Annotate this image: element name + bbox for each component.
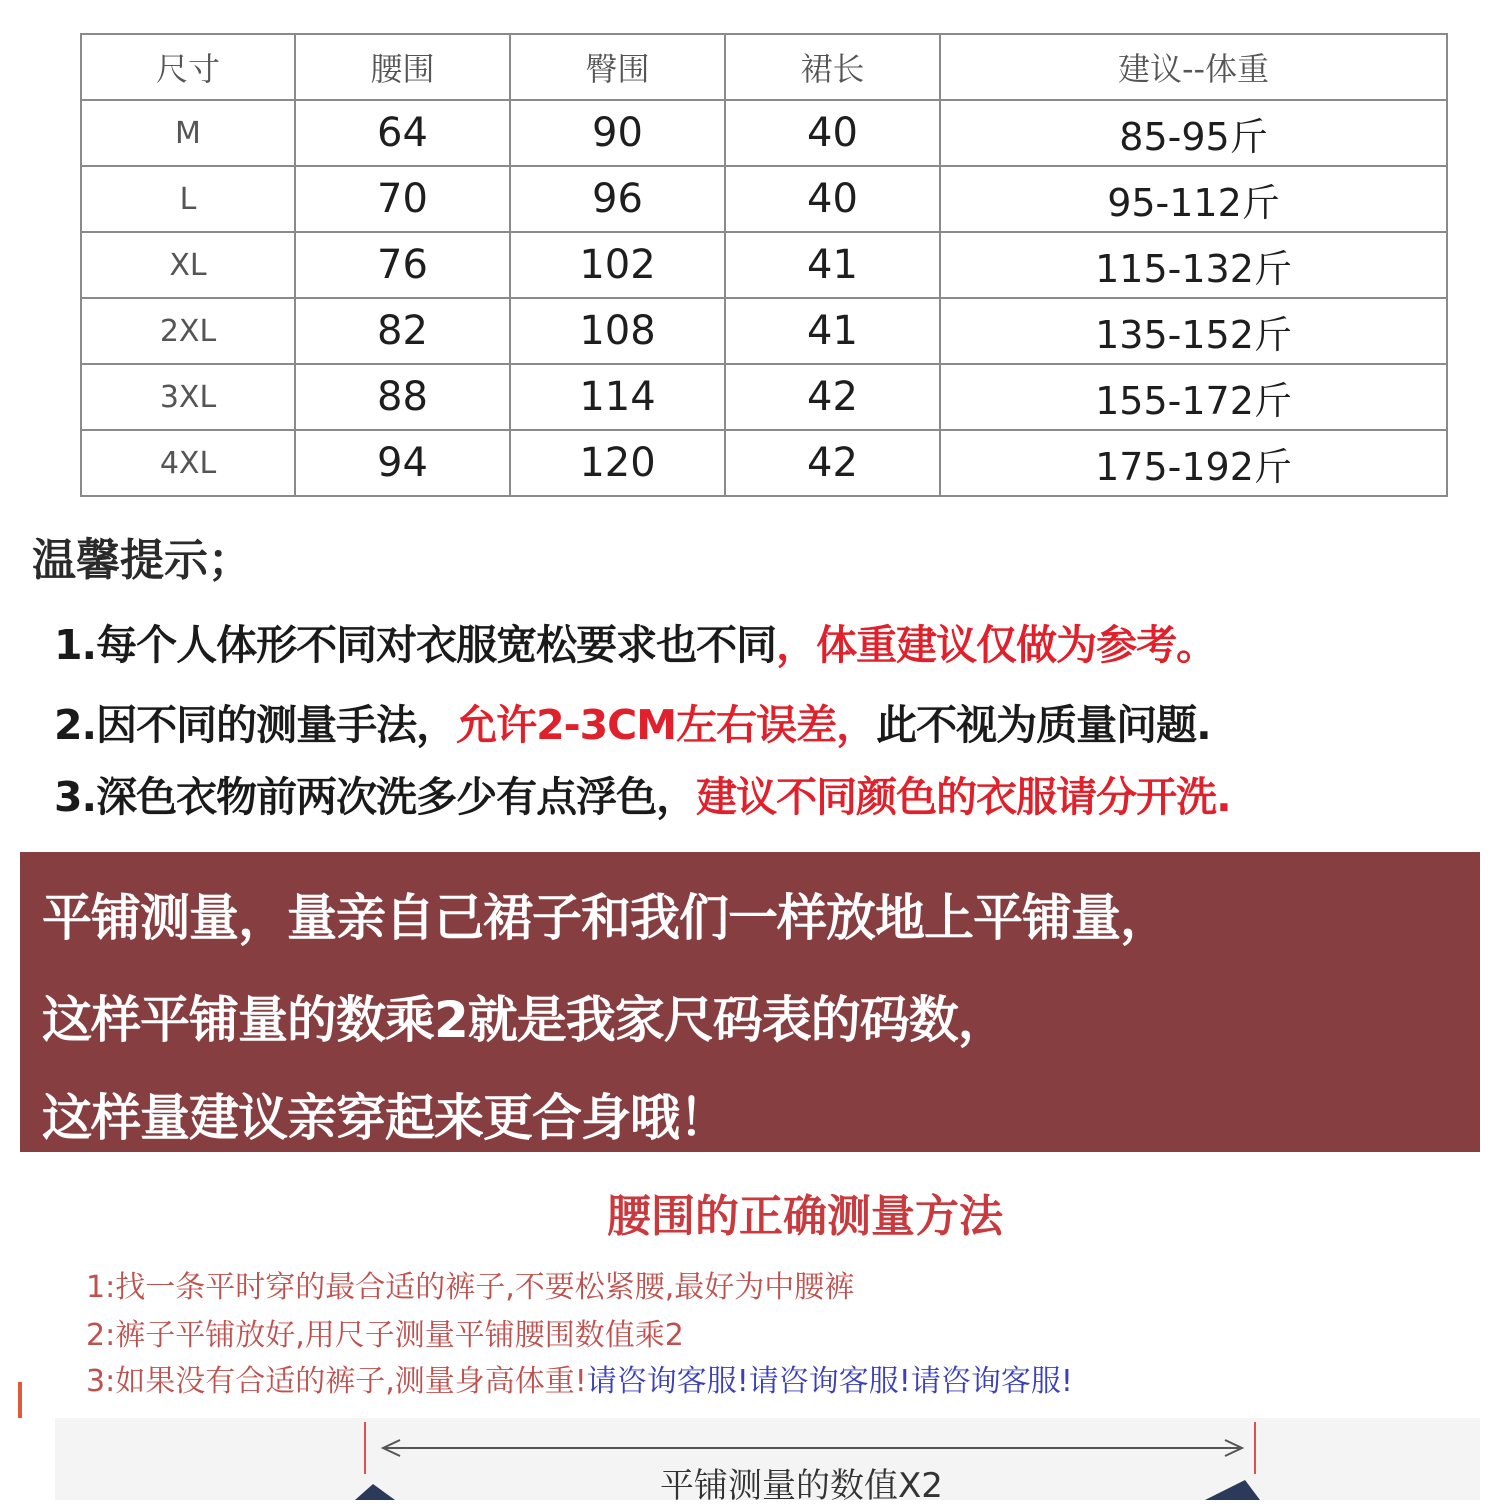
tip-line-1 <box>54 612 1216 671</box>
table-row <box>81 166 1447 232</box>
table-row <box>81 232 1447 298</box>
length-cell: 41 <box>725 298 940 364</box>
waist-cell: 88 <box>295 364 510 430</box>
table-row <box>81 430 1447 496</box>
tip-line-3 <box>54 764 1231 823</box>
size-cell: 4XL <box>81 430 295 496</box>
tip-1-highlight: ，体重建议仅做为参考。 <box>776 621 1217 669</box>
hip-cell: 102 <box>510 232 725 298</box>
edge-marker <box>18 1382 22 1418</box>
size-chart-table <box>80 33 1448 497</box>
header-hip: 臀围 <box>510 34 725 100</box>
table-header-row <box>81 34 1447 100</box>
waist-measure-diagram <box>55 1418 1480 1506</box>
length-cell: 40 <box>725 166 940 232</box>
hip-cell: 114 <box>510 364 725 430</box>
tip-line-2 <box>54 692 1211 751</box>
length-cell: 40 <box>725 100 940 166</box>
tip-3-text: 3.深色衣物前两次洗多少有点浮色， <box>54 773 697 821</box>
header-skirt-length: 裙长 <box>725 34 940 100</box>
tip-2-highlight: 允许2-3CM左右误差， <box>456 701 877 749</box>
waist-cell: 70 <box>295 166 510 232</box>
size-cell: 2XL <box>81 298 295 364</box>
table-row <box>81 364 1447 430</box>
waist-cell: 94 <box>295 430 510 496</box>
weight-cell: 135-152斤 <box>940 298 1447 364</box>
banner-line-3: 这样量建议亲穿起来更合身哦！ <box>42 1089 728 1147</box>
waist-cell: 76 <box>295 232 510 298</box>
tip-3-highlight: 建议不同颜色的衣服请分开洗. <box>696 773 1231 821</box>
measurement-banner <box>20 852 1480 1152</box>
hip-cell: 96 <box>510 166 725 232</box>
method-step-1: 1:找一条平时穿的最合适的裤子,不要松紧腰,最好为中腰裤 <box>86 1270 855 1305</box>
size-cell: 3XL <box>81 364 295 430</box>
length-cell: 42 <box>725 430 940 496</box>
size-cell: L <box>81 166 295 232</box>
tip-2-text-end: 此不视为质量问题. <box>876 701 1211 749</box>
hip-cell: 108 <box>510 298 725 364</box>
waist-cell: 82 <box>295 298 510 364</box>
method-step-2: 2:裤子平铺放好,用尺子测量平铺腰围数值乘2 <box>86 1318 684 1353</box>
banner-line-2: 这样平铺量的数乘2就是我家尺码表的码数， <box>42 991 1007 1049</box>
weight-cell: 175-192斤 <box>940 430 1447 496</box>
tips-title: 温馨提示； <box>32 535 252 586</box>
banner-line-1: 平铺测量，量亲自己裙子和我们一样放地上平铺量， <box>42 889 1169 947</box>
header-waist: 腰围 <box>295 34 510 100</box>
diagram-label: 平铺测量的数值X2 <box>660 1466 943 1506</box>
length-cell: 41 <box>725 232 940 298</box>
weight-cell: 95-112斤 <box>940 166 1447 232</box>
size-cell: M <box>81 100 295 166</box>
method-title: 腰围的正确测量方法 <box>607 1191 1003 1242</box>
tip-2-text: 2.因不同的测量手法， <box>54 701 457 749</box>
method-step-3-text: 3:如果没有合适的裤子,测量身高体重! <box>86 1364 587 1399</box>
length-cell: 42 <box>725 364 940 430</box>
weight-cell: 85-95斤 <box>940 100 1447 166</box>
method-step-3 <box>86 1356 1073 1400</box>
hip-cell: 90 <box>510 100 725 166</box>
weight-cell: 155-172斤 <box>940 364 1447 430</box>
waist-cell: 64 <box>295 100 510 166</box>
header-size: 尺寸 <box>81 34 295 100</box>
weight-cell: 115-132斤 <box>940 232 1447 298</box>
table-row <box>81 298 1447 364</box>
table-row <box>81 100 1447 166</box>
size-cell: XL <box>81 232 295 298</box>
contact-service-text: 请咨询客服!请咨询客服!请咨询客服! <box>586 1364 1073 1399</box>
hip-cell: 120 <box>510 430 725 496</box>
header-suggested-weight: 建议--体重 <box>940 34 1447 100</box>
tip-1-text: 1.每个人体形不同对衣服宽松要求也不同 <box>54 621 777 669</box>
